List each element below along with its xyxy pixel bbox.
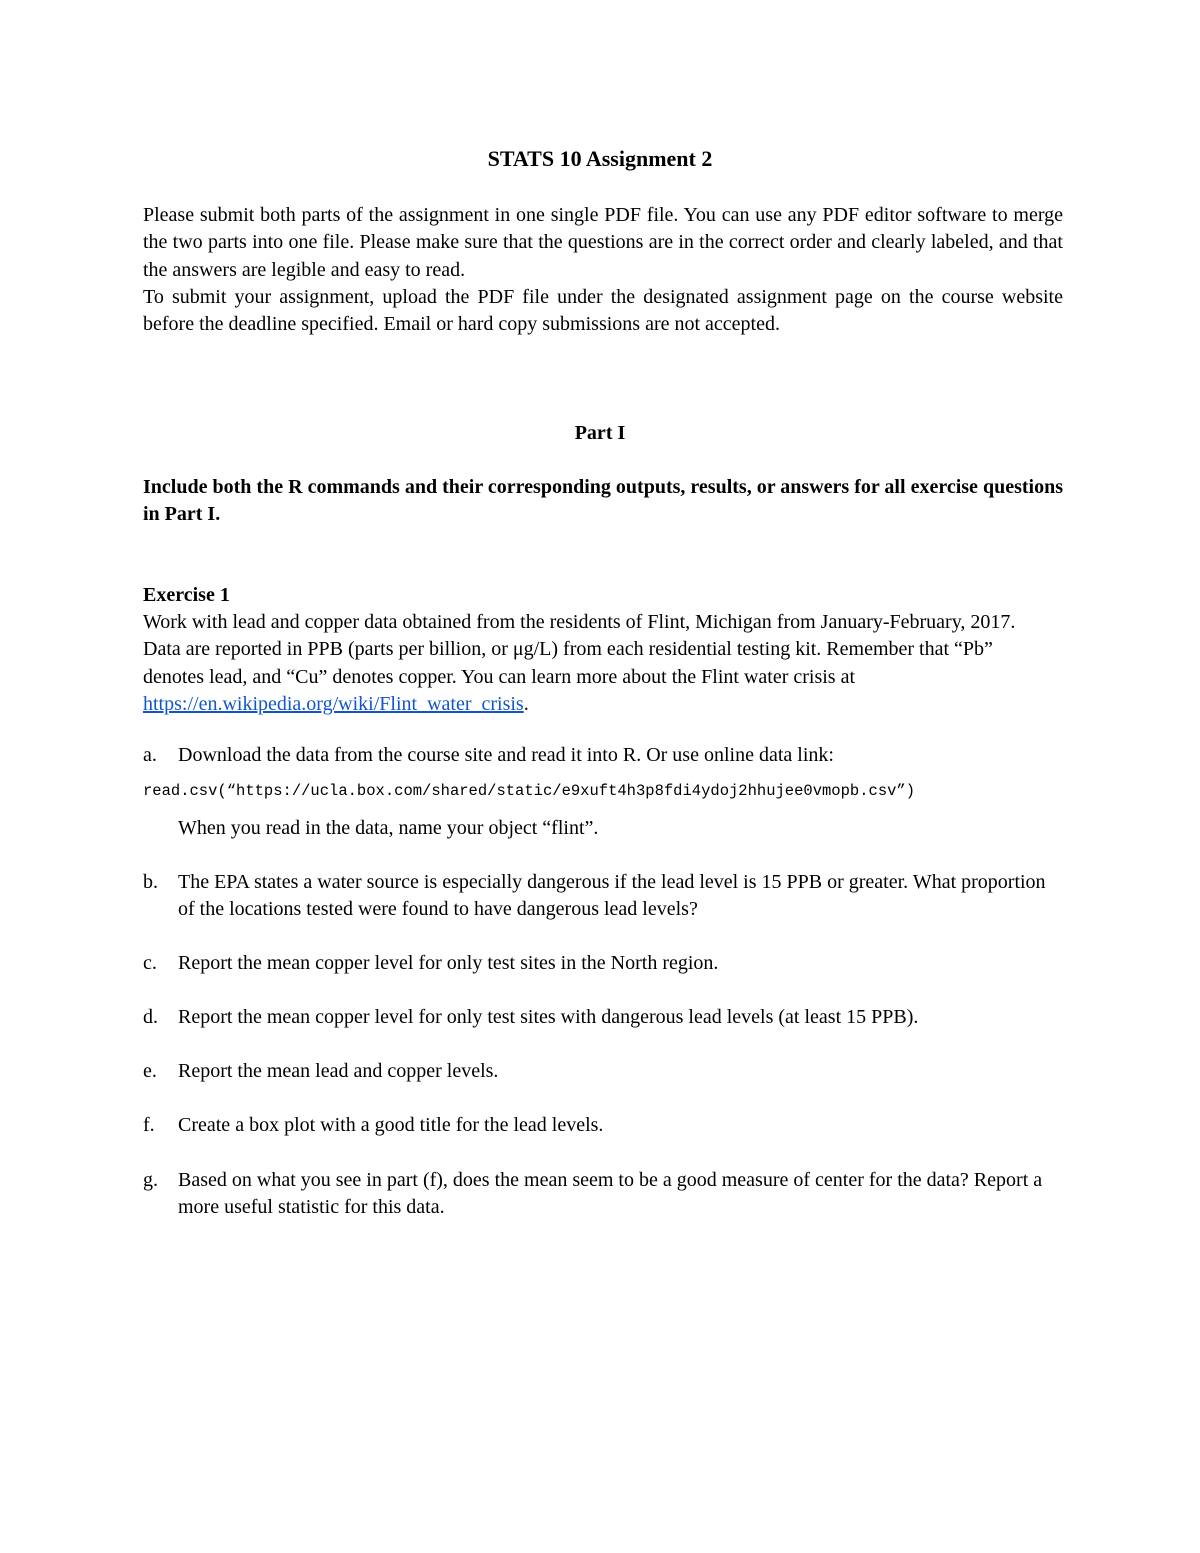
question-d — [143, 1004, 1063, 1031]
exercise-body-text: Work with lead and copper data obtained from the residents of Flint, Michigan from January-February, 2017. Data are reported in PPB (parts per billion, or μg/L) from each residential testing kit. Remember that “Pb” denotes lead, and “Cu” denotes copper. You can learn more about the Flint water crisis at — [143, 611, 1016, 688]
r-code-line: read.csv(“https://ucla.box.com/shared/static/e9xuft4h3p8fdi4ydoj2hhujee0vmopb.csv”) — [143, 782, 916, 800]
question-text: Report the mean lead and copper levels. — [178, 1060, 499, 1082]
question-text: Based on what you see in part (f), does the mean seem to be a good measure of center for the data? Report a more useful statistic for this data. — [178, 1169, 1043, 1219]
intro-paragraph-1: Please submit both parts of the assignment in one single PDF file. You can use any PDF editor software to merge the two parts into one file. Please make sure that the questions are in the correct order and clearly labeled, and that the answers are legible and easy to read. — [143, 204, 1063, 281]
question-text: Create a box plot with a good title for the lead levels. — [178, 1114, 604, 1136]
intro-section — [143, 202, 1063, 338]
exercise-description — [143, 609, 1033, 718]
question-letter: a. — [143, 744, 157, 766]
question-c — [143, 950, 1063, 977]
wikipedia-link[interactable]: https://en.wikipedia.org/wiki/Flint_water_crisis — [143, 692, 524, 715]
naming-instruction: When you read in the data, name your object “flint”. — [178, 817, 599, 839]
question-f — [143, 1112, 1063, 1139]
question-b — [143, 869, 1063, 924]
question-a — [143, 742, 1063, 769]
question-e — [143, 1058, 1063, 1085]
question-letter: c. — [143, 952, 157, 974]
question-letter: g. — [143, 1169, 158, 1191]
intro-paragraph-2: To submit your assignment, upload the PDF file under the designated assignment page on the course website before the deadline specified. Email or hard copy submissions are not accepted. — [143, 285, 1063, 336]
question-text: The EPA states a water source is especially dangerous if the lead level is 15 PPB or greater. What proportion of the locations tested were found to have dangerous lead levels? — [178, 871, 1046, 921]
question-g — [143, 1167, 1063, 1222]
document-title: STATS 10 Assignment 2 — [487, 146, 713, 171]
part-instructions: Include both the R commands and their corresponding outputs, results, or answers for all exercise questions in Part I. — [143, 476, 1063, 526]
question-letter: d. — [143, 1006, 158, 1028]
question-text: Report the mean copper level for only test sites in the North region. — [178, 952, 719, 974]
question-text: Report the mean copper level for only test sites with dangerous lead levels (at least 15 PPB). — [178, 1006, 919, 1028]
part-title: Part I — [574, 422, 626, 444]
question-letter: b. — [143, 871, 158, 893]
question-letter: e. — [143, 1060, 157, 1082]
exercise-body-end: . — [523, 692, 529, 715]
exercise-heading: Exercise 1 — [143, 584, 230, 606]
question-text: Download the data from the course site and read it into R. Or use online data link: — [178, 744, 834, 766]
question-letter: f. — [143, 1114, 155, 1136]
